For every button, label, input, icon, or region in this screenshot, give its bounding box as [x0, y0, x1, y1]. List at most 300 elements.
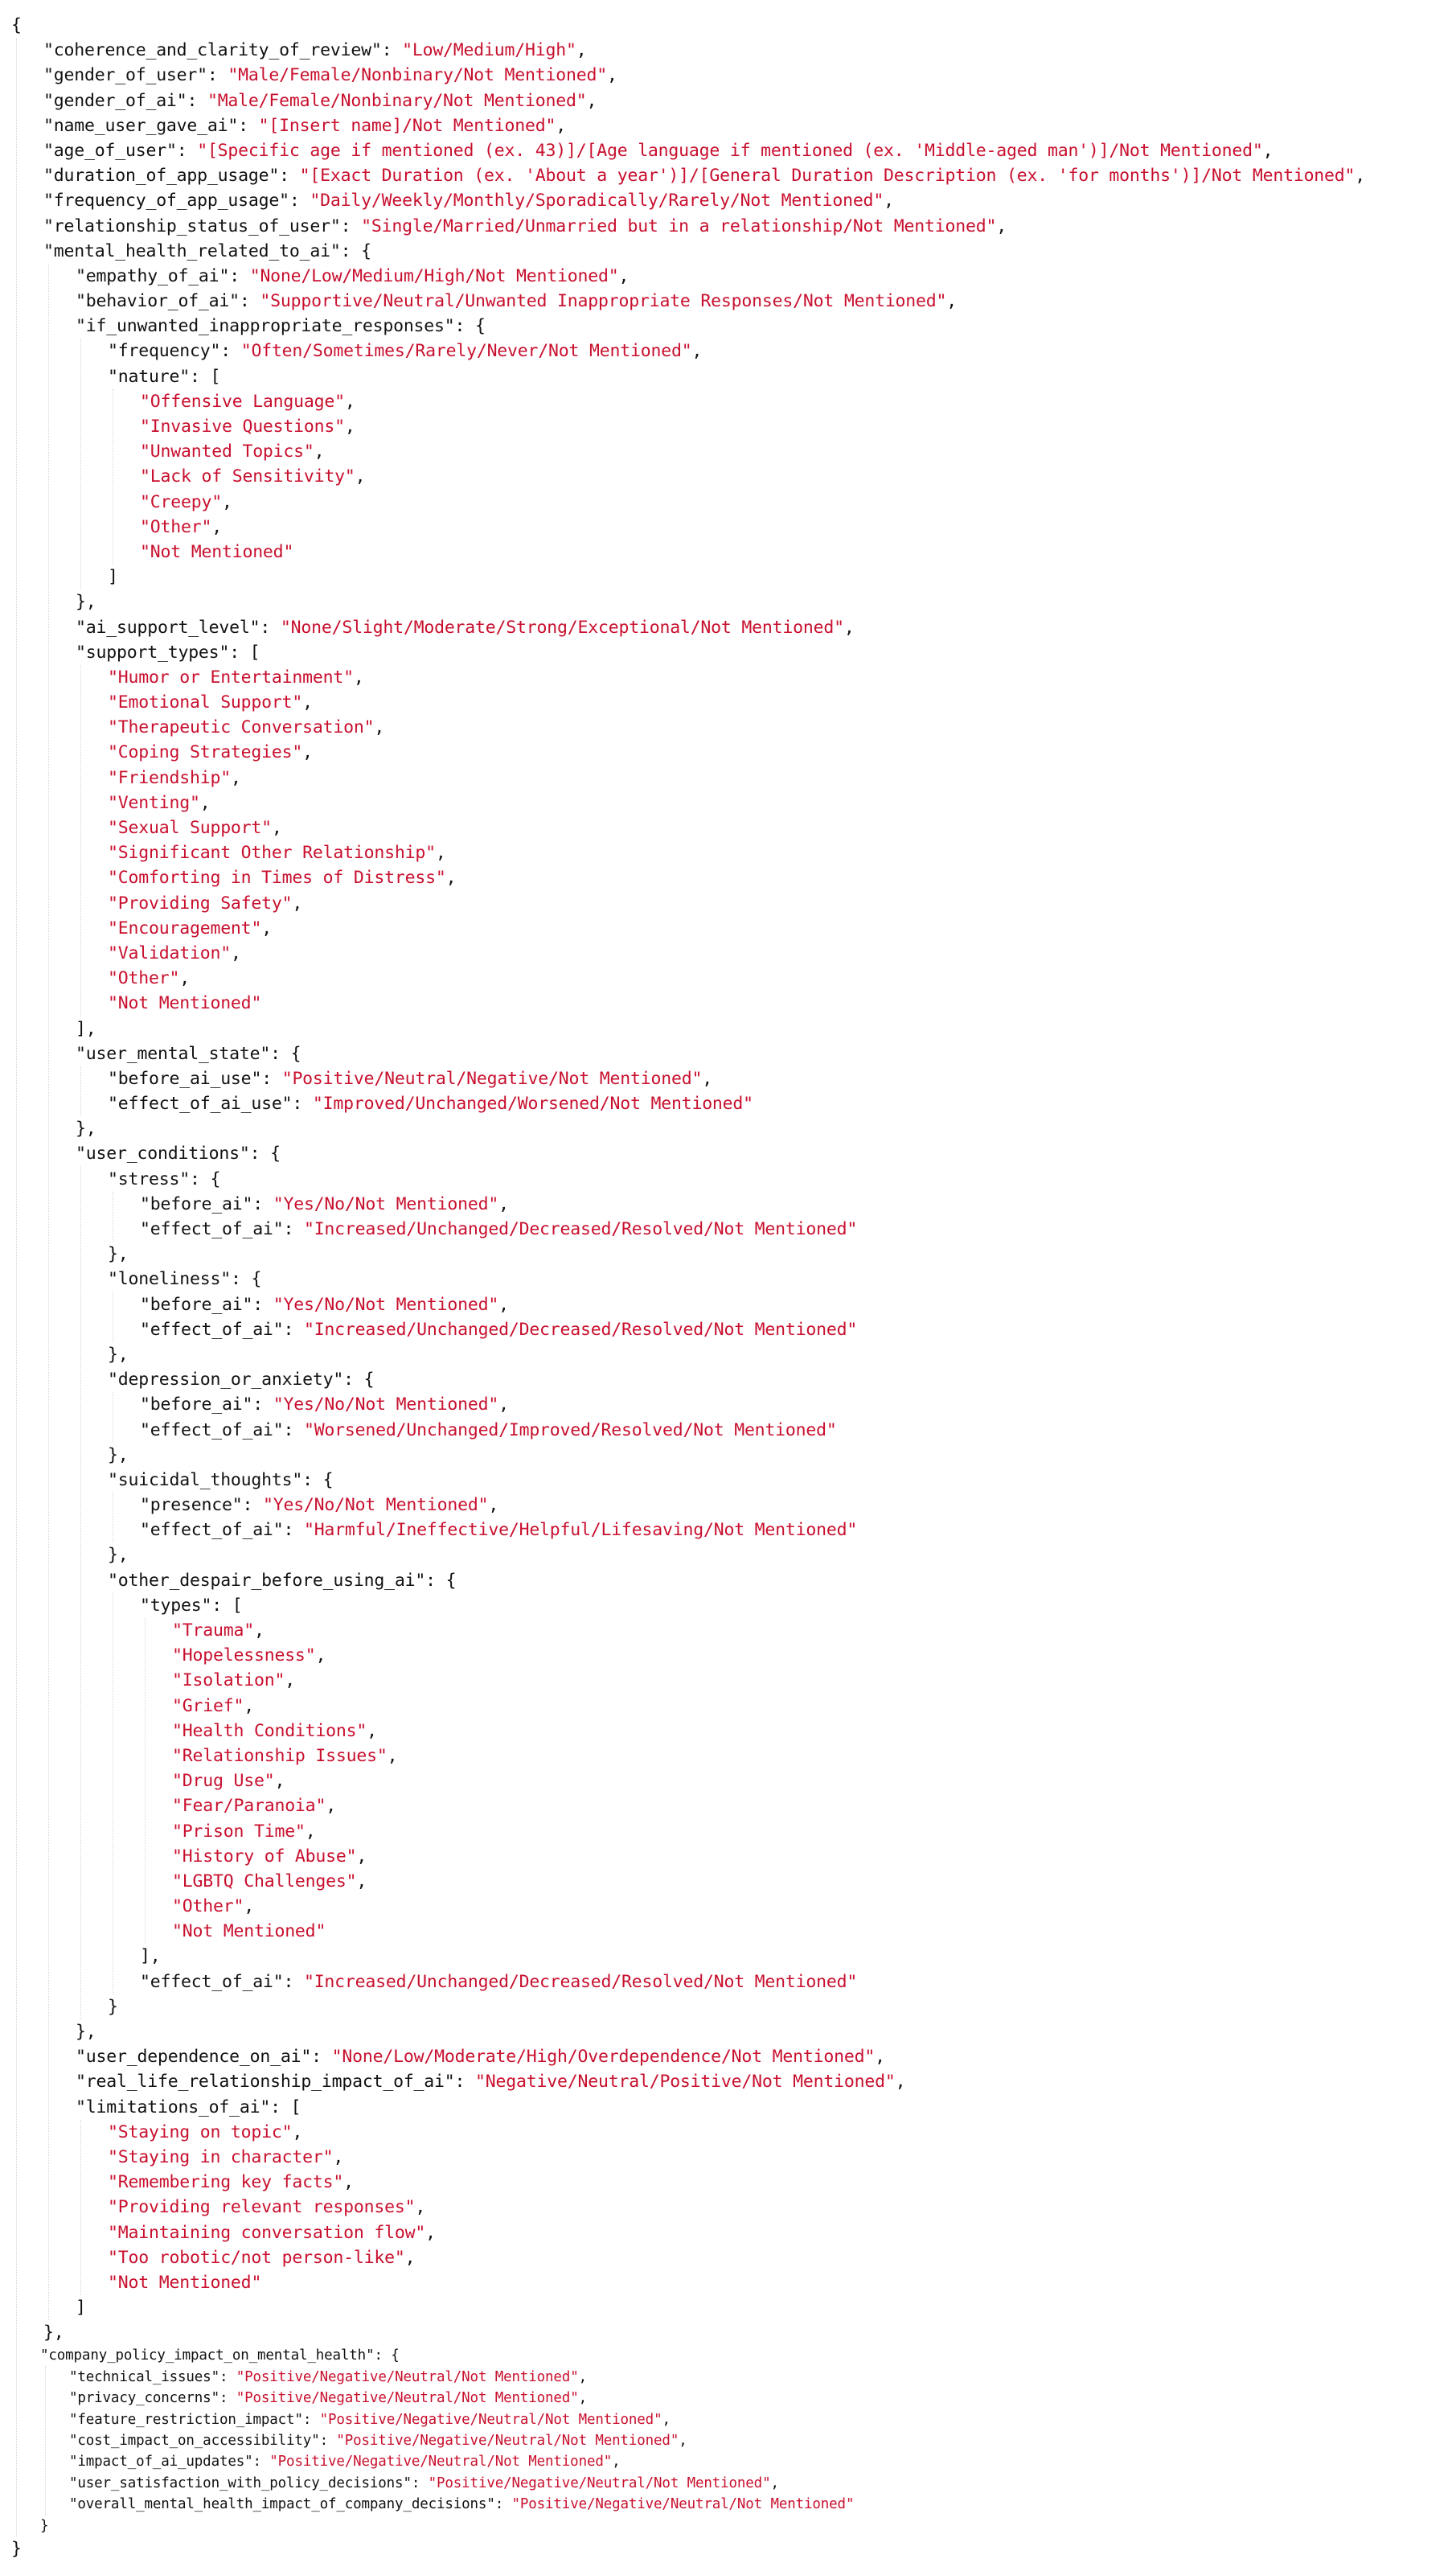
json-punctuation: },: [76, 1119, 96, 1140]
quote-mark: ": [76, 617, 86, 638]
code-line: [11, 1017, 1450, 1041]
quote-mark: ": [691, 1068, 703, 1089]
quote-mark: ": [43, 65, 54, 86]
json-punctuation: ,: [691, 341, 703, 362]
quote-mark: ": [260, 291, 271, 312]
json-punctuation: ,: [435, 843, 446, 864]
quote-mark: ": [108, 943, 118, 963]
quote-mark: ": [488, 1394, 499, 1415]
code-line: [11, 1944, 1450, 1969]
code-line: [11, 1292, 1450, 1317]
quote-mark: ": [108, 1370, 118, 1390]
json-string-value: Other: [150, 516, 202, 537]
json-punctuation: },: [108, 1344, 129, 1365]
json-string-value: Not Mentioned: [117, 993, 252, 1014]
json-key: user_conditions: [85, 1144, 240, 1164]
indent-space: [11, 1392, 140, 1417]
quote-mark: ": [108, 2146, 118, 2167]
json-punctuation: ,: [305, 1821, 316, 1842]
quote-mark: ": [197, 140, 207, 161]
json-string-value: Low/Medium/High: [412, 40, 566, 61]
code-line: [11, 38, 1450, 63]
quote-mark: ": [172, 1921, 183, 1942]
code-line: [11, 13, 1450, 38]
quote-mark: ": [260, 2097, 271, 2117]
indent-space: [11, 1844, 172, 1869]
quote-mark: ": [847, 1319, 858, 1340]
indent-space: [11, 1217, 140, 1242]
indent-space: [11, 1041, 76, 1066]
indent-space: [11, 2170, 108, 2195]
indent-space: [11, 1317, 140, 1342]
json-string-value: History of Abuse: [182, 1846, 347, 1867]
quote-mark: ": [570, 2368, 579, 2385]
indent-space: [11, 1518, 140, 1542]
quote-mark: ": [273, 1520, 284, 1541]
quote-mark: ": [108, 792, 118, 813]
quote-mark: ": [576, 90, 587, 111]
quote-mark: ": [108, 868, 118, 889]
quote-mark: ": [249, 265, 260, 286]
code-line: [11, 1317, 1450, 1342]
json-punctuation: ,: [884, 191, 894, 212]
json-string-value: Sexual Support: [117, 818, 262, 838]
json-string-value: Creepy: [150, 491, 212, 512]
json-string-value: Significant Other Relationship: [117, 843, 426, 864]
quote-mark: ": [279, 191, 289, 212]
code-line: [11, 1267, 1450, 1292]
quote-mark: ": [172, 1896, 183, 1917]
json-punctuation: : [: [189, 366, 221, 387]
quote-mark: ": [140, 491, 150, 512]
indent-space: [11, 1367, 108, 1392]
quote-mark: ": [140, 1219, 150, 1239]
quote-mark: ": [236, 2368, 245, 2385]
json-punctuation: ,: [606, 65, 617, 86]
indent-space: [11, 1091, 108, 1116]
code-line: [11, 1392, 1450, 1417]
json-punctuation: ],: [76, 1018, 96, 1039]
indent-space: [11, 2145, 108, 2170]
code-line: [11, 2388, 1450, 2409]
json-punctuation: ,: [662, 2411, 671, 2428]
code-line: [11, 1167, 1450, 1192]
indent-space: [11, 1618, 172, 1643]
json-key: impact_of_ai_updates: [77, 2454, 245, 2470]
quote-mark: ": [172, 1645, 183, 1666]
quote-mark: ": [743, 1094, 753, 1115]
code-line: [11, 2516, 1450, 2536]
code-line: [11, 2220, 1450, 2245]
code-line: [11, 2095, 1450, 2120]
json-punctuation: ,: [1355, 166, 1366, 187]
quote-mark: ": [936, 291, 947, 312]
json-key: effect_of_ai: [150, 1319, 273, 1340]
quote-mark: ": [303, 1319, 314, 1340]
json-string-value: Prison Time: [182, 1821, 295, 1842]
json-punctuation: },: [108, 1244, 129, 1265]
colon: :: [220, 341, 241, 362]
quote-mark: ": [251, 993, 262, 1014]
colon: :: [252, 2454, 270, 2470]
quote-mark: ": [232, 1495, 243, 1516]
indent-space: [11, 1192, 140, 1217]
json-punctuation: ,: [314, 442, 325, 462]
json-string-value: Yes/No/Not Mentioned: [273, 1495, 478, 1516]
json-punctuation: ,: [367, 1720, 377, 1741]
quote-mark: ": [346, 1846, 357, 1867]
quote-mark: ": [197, 65, 207, 86]
indent-space: [11, 1443, 108, 1468]
code-line: [11, 2367, 1450, 2388]
quote-mark: ": [108, 893, 118, 914]
quote-mark: ": [249, 617, 260, 638]
code-line: [11, 690, 1450, 715]
json-punctuation: ,: [343, 2172, 354, 2193]
json-punctuation: ,: [326, 1796, 336, 1817]
json-string-value: Not Mentioned: [182, 1921, 316, 1942]
indent-space: [11, 1793, 172, 1818]
json-key: user_satisfaction_with_policy_decisions: [77, 2475, 404, 2491]
json-string-value: None/Low/Moderate/High/Overdependence/Not Mentioned: [342, 2047, 865, 2068]
quote-mark: ": [251, 1068, 262, 1089]
code-line: [11, 1217, 1450, 1242]
code-line: [11, 1768, 1450, 1793]
json-key: before_ai: [150, 1294, 243, 1315]
quote-mark: ": [269, 2454, 278, 2470]
code-line: [11, 1919, 1450, 1944]
indent-guide: [80, 1066, 81, 1116]
quote-mark: ": [242, 1294, 253, 1315]
json-punctuation: ,: [498, 1193, 509, 1214]
json-key: stress: [117, 1168, 180, 1189]
quote-mark: ": [108, 1094, 118, 1115]
json-string-value: Lack of Sensitivity: [150, 466, 345, 487]
quote-mark: ": [330, 240, 341, 261]
json-string-value: Invasive Questions: [150, 417, 335, 437]
code-line: [11, 1542, 1450, 1567]
json-string-value: Maintaining conversation flow: [117, 2222, 416, 2243]
indent-space: [11, 339, 108, 363]
quote-mark: ": [176, 90, 187, 111]
indent-space: [11, 2388, 69, 2409]
quote-mark: ": [315, 1921, 326, 1942]
indent-space: [11, 916, 108, 941]
quote-mark: ": [220, 767, 231, 788]
quote-mark: ": [294, 2411, 303, 2428]
quote-mark: ": [415, 1570, 426, 1591]
json-key: depression_or_anxiety: [117, 1370, 334, 1390]
json-string-value: [Exact Duration (ex. 'About a year')]/[General Duration Description (ex. 'for months')]/Not Mentioned: [310, 166, 1345, 187]
json-key: effect_of_ai: [150, 1419, 273, 1440]
json-string-value: Friendship: [117, 767, 221, 788]
code-line: [11, 138, 1450, 163]
indent-space: [11, 891, 108, 916]
quote-mark: ": [140, 391, 150, 412]
indent-space: [11, 2095, 76, 2120]
json-key: gender_of_ai: [53, 90, 177, 111]
quote-mark: ": [140, 1193, 150, 1214]
quote-mark: ": [603, 2454, 613, 2470]
quote-mark: ": [273, 1971, 284, 1992]
quote-mark: ": [108, 968, 118, 989]
quote-mark: ": [294, 1821, 306, 1842]
json-punctuation: },: [108, 1444, 129, 1465]
quote-mark: ": [172, 1821, 183, 1842]
json-string-value: Improved/Unchanged/Worsened/Not Mentioned: [322, 1094, 744, 1115]
quote-mark: ": [444, 2072, 455, 2093]
json-punctuation: },: [76, 2022, 96, 2042]
json-punctuation: : [: [229, 642, 260, 663]
code-line: [11, 1694, 1450, 1719]
quote-mark: ": [283, 541, 294, 562]
code-line: [11, 1593, 1450, 1618]
indent-space: [11, 2044, 76, 2069]
code-line: [11, 1869, 1450, 1894]
json-punctuation: ,: [875, 2047, 885, 2068]
code-line: [11, 339, 1450, 363]
json-key: effect_of_ai_use: [117, 1094, 282, 1115]
json-string-value: Positive/Negative/Neutral/Not Mentioned: [277, 2454, 604, 2470]
quote-mark: ": [986, 216, 997, 236]
quote-mark: ": [343, 667, 354, 688]
json-punctuation: : [: [270, 2097, 301, 2117]
code-line: [11, 891, 1450, 916]
json-string-value: Validation: [117, 943, 221, 963]
json-string-value: Relationship Issues: [182, 1745, 377, 1766]
json-string-value: Yes/No/Not Mentioned: [283, 1394, 489, 1415]
quote-mark: ": [43, 90, 54, 111]
indent-guide: [45, 2366, 46, 2516]
code-line: [11, 464, 1450, 489]
colon: :: [261, 1068, 282, 1089]
json-string-value: Increased/Unchanged/Decreased/Resolved/Not Mentioned: [314, 1319, 847, 1340]
colon: :: [340, 216, 362, 236]
indent-space: [11, 1768, 172, 1793]
quote-mark: ": [331, 2047, 342, 2068]
code-line: [11, 2320, 1450, 2345]
json-key: real_life_relationship_impact_of_ai: [85, 2072, 445, 2093]
quote-mark: ": [826, 1419, 837, 1440]
json-key: effect_of_ai: [150, 1971, 273, 1992]
quote-mark: ": [570, 2390, 579, 2407]
quote-mark: ": [140, 442, 150, 462]
quote-mark: ": [108, 2197, 118, 2218]
quote-mark: ": [242, 1193, 253, 1214]
code-line: [11, 2451, 1450, 2472]
indent-space: [11, 941, 108, 966]
indent-guide: [80, 339, 81, 589]
quote-mark: ": [873, 191, 884, 212]
json-string-value: Supportive/Neutral/Unwanted Inappropriate Responses/Not Mentioned: [270, 291, 937, 312]
quote-mark: ": [108, 742, 118, 763]
json-key: overall_mental_health_impact_of_company_decisions: [77, 2496, 487, 2513]
quote-mark: ": [244, 1620, 254, 1641]
json-string-value: Hopelessness: [182, 1645, 306, 1666]
code-line: [11, 2170, 1450, 2195]
indent-space: [11, 1468, 108, 1493]
json-string-value: Drug Use: [182, 1771, 265, 1792]
indent-space: [11, 515, 140, 540]
quote-mark: ": [1344, 166, 1356, 187]
json-punctuation: ,: [404, 2247, 416, 2268]
quote-mark: ": [333, 2172, 344, 2193]
quote-mark: ": [220, 1269, 231, 1290]
quote-mark: ": [884, 2072, 896, 2093]
indent-space: [11, 1242, 108, 1267]
quote-mark: ": [322, 2146, 334, 2167]
json-punctuation: ,: [618, 265, 630, 286]
json-punctuation: {: [11, 15, 22, 35]
code-line: [11, 1618, 1450, 1643]
json-string-value: Encouragement: [117, 918, 252, 938]
colon: :: [187, 90, 207, 111]
json-punctuation: ,: [221, 491, 232, 512]
quote-mark: ": [233, 1896, 244, 1917]
json-punctuation: },: [43, 2323, 64, 2343]
quote-mark: ": [69, 2368, 78, 2385]
quote-mark: ": [334, 391, 345, 412]
json-string-value: Daily/Weekly/Monthly/Sporadically/Rarely/Not Mentioned: [320, 191, 874, 212]
json-key: if_unwanted_inappropriate_responses: [85, 316, 445, 337]
json-key: types: [150, 1595, 202, 1616]
quote-mark: ": [545, 115, 556, 136]
indent-space: [11, 1292, 140, 1317]
json-punctuation: ,: [244, 1896, 254, 1917]
colon: :: [283, 1520, 304, 1541]
code-line: [11, 1819, 1450, 1844]
code-line: [11, 2270, 1450, 2295]
quote-mark: ": [344, 466, 355, 487]
json-punctuation: ],: [140, 1946, 161, 1967]
code-line: [11, 490, 1450, 515]
quote-mark: ": [169, 968, 180, 989]
json-punctuation: ,: [576, 40, 587, 61]
indent-space: [11, 1418, 140, 1443]
code-line: [11, 1418, 1450, 1443]
json-string-value: Yes/No/Not Mentioned: [283, 1294, 489, 1315]
json-string-value: None/Low/Medium/High/Not Mentioned: [260, 265, 609, 286]
code-line: [11, 665, 1450, 690]
indent-space: [11, 2120, 108, 2145]
json-punctuation: ]: [108, 567, 118, 588]
indent-space: [11, 2195, 108, 2220]
indent-space: [11, 715, 108, 740]
quote-mark: ": [608, 265, 619, 286]
quote-mark: ": [140, 417, 150, 437]
indent-space: [11, 2220, 108, 2245]
quote-mark: ": [303, 1419, 314, 1440]
indent-space: [11, 1944, 140, 1969]
indent-space: [11, 2069, 76, 2094]
quote-mark: ": [366, 2347, 375, 2364]
json-string-value: None/Slight/Moderate/Strong/Exceptional/Not Mentioned: [290, 617, 835, 638]
indent-space: [11, 815, 108, 840]
quote-mark: ": [292, 1469, 303, 1490]
quote-mark: ": [281, 893, 293, 914]
indent-space: [11, 1568, 108, 1593]
json-punctuation: : {: [425, 1570, 457, 1591]
quote-mark: ": [762, 2475, 771, 2491]
quote-mark: ": [76, 1043, 86, 1064]
indent-space: [11, 565, 108, 589]
quote-mark: ": [864, 2047, 876, 2068]
quote-mark: ": [281, 1094, 293, 1115]
json-string-value: Positive/Negative/Neutral/Not Mentioned: [244, 2368, 571, 2385]
indent-guide: [80, 2120, 81, 2295]
json-key: relationship_status_of_user: [53, 216, 330, 236]
colon: :: [252, 1193, 273, 1214]
code-line: [11, 2069, 1450, 2094]
quote-mark: ": [251, 918, 262, 938]
quote-mark: ": [140, 1971, 150, 1992]
colon: :: [252, 1394, 273, 1415]
colon: :: [207, 65, 228, 86]
quote-mark: ": [262, 1495, 273, 1516]
quote-mark: ": [333, 1370, 344, 1390]
code-line: [11, 88, 1450, 113]
code-line: [11, 865, 1450, 890]
json-punctuation: : [: [211, 1595, 243, 1616]
json-string-value: Grief: [182, 1695, 234, 1716]
quote-mark: ": [670, 2433, 679, 2449]
quote-mark: ": [834, 617, 844, 638]
code-line: [11, 113, 1450, 138]
code-line: [11, 565, 1450, 589]
indent-space: [11, 791, 108, 815]
code-line: [11, 289, 1450, 314]
colon: :: [260, 617, 281, 638]
colon: :: [454, 2072, 476, 2093]
indent-space: [11, 966, 108, 991]
quote-mark: ": [486, 2496, 495, 2513]
json-string-value: Harmful/Ineffective/Helpful/Lifesaving/Not Mentioned: [314, 1520, 847, 1541]
indent-space: [11, 1593, 140, 1618]
quote-mark: ": [425, 843, 436, 864]
json-string-value: Positive/Negative/Neutral/Not Mentioned: [244, 2390, 571, 2407]
json-string-value: [Insert name]/Not Mentioned: [269, 115, 546, 136]
json-string-value: Unwanted Topics: [150, 442, 304, 462]
quote-mark: ": [475, 2072, 486, 2093]
indent-space: [11, 615, 76, 640]
json-string-value: Providing Safety: [117, 893, 282, 914]
quote-mark: ": [69, 2496, 78, 2513]
quote-mark: ": [172, 1871, 183, 1891]
quote-mark: ": [76, 2072, 86, 2093]
indent-space: [11, 1869, 172, 1894]
json-punctuation: }: [108, 1996, 118, 2017]
quote-mark: ": [376, 1745, 388, 1766]
quote-mark: ": [69, 2433, 78, 2449]
indent-space: [11, 1342, 108, 1367]
code-line: [11, 615, 1450, 640]
json-key: frequency_of_app_usage: [53, 191, 280, 212]
quote-mark: ": [363, 717, 375, 738]
quote-mark: ": [43, 166, 54, 187]
quote-mark: ": [428, 2475, 437, 2491]
json-key: loneliness: [117, 1269, 221, 1290]
json-punctuation: ,: [946, 291, 958, 312]
code-line: [11, 2409, 1450, 2430]
json-punctuation: ,: [179, 968, 190, 989]
code-line: [11, 766, 1450, 791]
json-key: cost_impact_on_accessibility: [77, 2433, 312, 2449]
json-string-value: Positive/Negative/Neutral/Not Mentioned: [437, 2475, 763, 2491]
indent-space: [11, 540, 140, 565]
indent-space: [11, 490, 140, 515]
quote-mark: ": [76, 642, 86, 663]
code-line: [11, 1141, 1450, 1166]
